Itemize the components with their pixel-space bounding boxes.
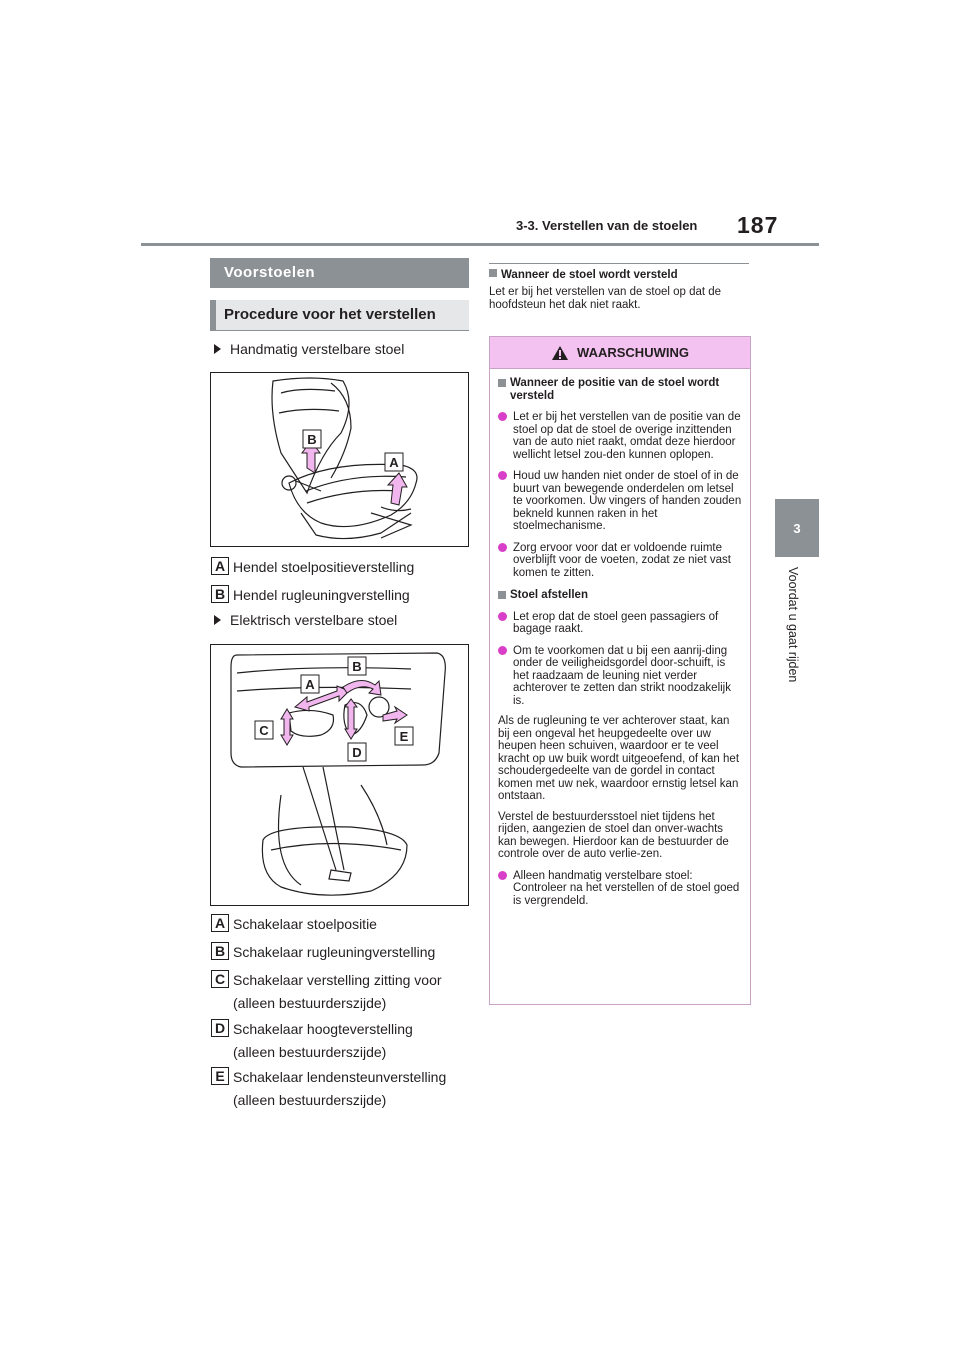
warning-item-text: Let erop dat de stoel geen passagiers of bagage raakt. <box>513 610 719 635</box>
legend-key: E <box>211 1067 229 1085</box>
header-rule <box>141 243 819 246</box>
warning-paragraph: Verstel de bestuurdersstoel niet tijdens het rijden, aangezien de stoel dan onver-wachts kan bewegen. Hierdoor kan de bestuurder de controle over de auto verlie-zen. <box>498 810 729 860</box>
warning-item <box>498 470 742 533</box>
body-hoofdsteun: Let er bij het verstellen van de stoel op dat de hoofdsteun het dak niet raakt. <box>489 286 722 311</box>
warning-item <box>498 542 742 580</box>
legend-text: Hendel stoelpositieverstelling <box>233 559 415 575</box>
figure-label-c: C <box>259 723 269 738</box>
legend-key: B <box>211 942 229 960</box>
circle-bullet-icon <box>498 646 507 655</box>
legend-electric-c <box>211 970 442 1013</box>
warning-item <box>498 870 742 908</box>
bullet-electric <box>214 612 397 628</box>
legend-text: Schakelaar rugleuningverstelling <box>233 944 436 960</box>
legend-key: A <box>211 914 229 932</box>
circle-bullet-icon <box>498 871 507 880</box>
figure-label-a: A <box>389 455 399 470</box>
section-title: 3-3. Verstellen van de stoelen <box>516 218 698 233</box>
manual-seat-illustration <box>211 373 468 546</box>
figure-label-a: A <box>305 677 315 692</box>
warning-triangle-icon <box>551 345 569 361</box>
legend-text-cont: (alleen bestuurderszijde) <box>233 995 387 1011</box>
legend-text: Schakelaar lendensteunverstelling <box>233 1069 447 1085</box>
chapter-tab: 3 <box>775 499 819 557</box>
legend-electric-e <box>211 1067 446 1110</box>
electric-seat-illustration <box>211 645 468 905</box>
warning-body <box>490 369 750 907</box>
chapter-title: Voordat u gaat rijden <box>786 567 800 683</box>
circle-bullet-icon <box>498 543 507 552</box>
circle-bullet-icon <box>498 471 507 480</box>
page-number: 187 <box>737 212 779 238</box>
legend-electric-a <box>211 914 377 934</box>
bullet-manual <box>214 341 404 357</box>
legend-manual-a <box>211 557 414 577</box>
legend-text: Schakelaar stoelpositie <box>233 916 377 932</box>
warning-heading-text: Stoel afstellen <box>510 589 588 601</box>
warning-heading-text: Wanneer de positie van de stoel wordt versteld <box>510 377 720 402</box>
legend-key: B <box>211 585 229 603</box>
figure-label-d: D <box>352 745 362 760</box>
bullet-manual-text: Handmatig verstelbare stoel <box>230 341 405 357</box>
bullet-electric-text: Elektrisch verstelbare stoel <box>230 612 398 628</box>
triangle-bullet-icon <box>214 344 221 354</box>
figure-label-b: B <box>307 432 317 447</box>
legend-text: Hendel rugleuningverstelling <box>233 587 410 603</box>
circle-bullet-icon <box>498 612 507 621</box>
legend-key: C <box>211 970 229 988</box>
warning-item <box>498 411 742 461</box>
figure-manual-seat <box>210 372 469 547</box>
heading-voorstoelen: Voorstoelen <box>210 258 469 288</box>
warning-item-text: Alleen handmatig verstelbare stoel: Controleer na het verstellen of de stoel goed is vergrendeld. <box>513 869 740 907</box>
warning-box <box>489 336 751 1005</box>
legend-text: Schakelaar hoogteverstelling <box>233 1021 413 1037</box>
legend-manual-b <box>211 585 410 605</box>
figure-label-e: E <box>399 729 409 744</box>
figure-label-b: B <box>352 659 362 674</box>
triangle-bullet-icon <box>214 615 221 625</box>
right-top-rule <box>489 263 749 264</box>
warning-item-text: Houd uw handen niet onder de stoel of in de buurt van bewegende onderdelen om letsel te voorkomen. Uw vingers of handen zouden bekneld kunnen raken in het stoelmechanisme. <box>513 470 742 532</box>
square-bullet-icon <box>498 379 506 387</box>
legend-text-cont: (alleen bestuurderszijde) <box>233 1092 387 1108</box>
subheading-stoel-versteld <box>489 269 678 281</box>
legend-text: Schakelaar verstelling zitting voor <box>233 972 442 988</box>
warning-title: WAARSCHUWING <box>577 345 689 360</box>
warning-item <box>498 645 742 708</box>
legend-key: A <box>211 557 229 575</box>
warning-heading-2 <box>498 589 742 602</box>
circle-bullet-icon <box>498 412 507 421</box>
warning-item-text: Om te voorkomen dat u bij een aanrij-ding onder de veiligheidsgordel door-schuift, is het raadzaam de leuning niet verder achterover te zetten dan strikt noodzakelijk is. <box>513 644 731 707</box>
square-bullet-icon <box>489 269 497 277</box>
legend-electric-b <box>211 942 435 962</box>
square-bullet-icon <box>498 591 506 599</box>
warning-paragraph: Als de rugleuning te ver achterover staat, kan bij een ongeval het heupgedeelte over uw heupen heen schuiven, waardoor er te veel kracht op uw buik wordt uitgeoefend, of kan het schoudergedeelte van de gordel in contact komen met uw nek, waardoor ernstig letsel kan ontstaan. <box>498 715 740 802</box>
figure-electric-seat <box>210 644 469 906</box>
warning-header <box>490 337 750 369</box>
subheading-text: Wanneer de stoel wordt versteld <box>501 269 678 281</box>
warning-heading-1 <box>498 377 742 402</box>
warning-item <box>498 611 742 636</box>
legend-text-cont: (alleen bestuurderszijde) <box>233 1044 387 1060</box>
heading-procedure: Procedure voor het verstellen <box>210 300 469 331</box>
legend-key: D <box>211 1019 229 1037</box>
legend-electric-d <box>211 1019 413 1062</box>
warning-item-text: Let er bij het verstellen van de positie van de stoel op dat de stoel de overige inzittenden van de auto niet raakt, omdat deze hierdoor wellicht letsel zou-den kunnen oplopen. <box>513 411 741 461</box>
warning-item-text: Zorg ervoor voor dat er voldoende ruimte overblijft voor de voeten, zodat ze niet vast komen te zitten. <box>513 541 731 579</box>
